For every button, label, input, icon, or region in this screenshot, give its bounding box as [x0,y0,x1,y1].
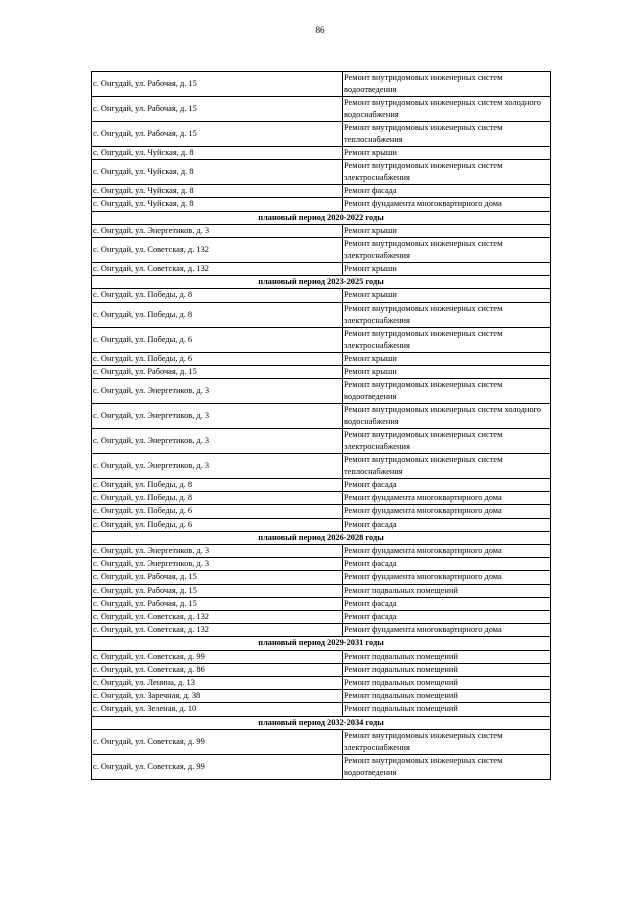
table-row [92,571,551,584]
table-row [92,185,551,198]
table-body [92,72,551,780]
table-row [92,302,551,327]
work-type-cell: Ремонт подвальных помещений [343,663,551,676]
section-title: плановый период 2026-2028 годы [92,531,551,544]
table-row [92,404,551,429]
work-type-cell: Ремонт фундамента многоквартирного дома [343,545,551,558]
work-type-cell: Ремонт внутридомовых инженерных систем холодного водоснабжения [343,97,551,122]
address-cell: с. Онгудай, ул. Энергетиков, д. 3 [92,429,343,454]
work-type-cell: Ремонт внутридомовых инженерных систем электроснабжения [343,429,551,454]
table-row [92,597,551,610]
work-type-cell: Ремонт внутридомовых инженерных систем холодного водоснабжения [343,404,551,429]
address-cell: с. Онгудай, ул. Советская, д. 99 [92,754,343,779]
work-type-cell: Ремонт фасада [343,611,551,624]
work-type-cell: Ремонт крыши [343,224,551,237]
work-type-cell: Ремонт внутридомовых инженерных систем электроснабжения [343,160,551,185]
table-row [92,238,551,263]
table-row [92,518,551,531]
address-cell: с. Онгудай, ул. Победы, д. 6 [92,505,343,518]
table-row [92,72,551,97]
work-type-cell: Ремонт крыши [343,263,551,276]
address-cell: с. Онгудай, ул. Победы, д. 6 [92,352,343,365]
work-type-cell: Ремонт фасада [343,558,551,571]
address-cell: с. Онгудай, ул. Рабочая, д. 15 [92,584,343,597]
table-row [92,650,551,663]
table-row [92,147,551,160]
section-title: плановый период 2029-2031 годы [92,637,551,650]
work-type-cell: Ремонт внутридомовых инженерных систем электроснабжения [343,729,551,754]
address-cell: с. Онгудай, ул. Советская, д. 132 [92,611,343,624]
address-cell: с. Онгудай, ул. Победы, д. 8 [92,302,343,327]
address-cell: с. Онгудай, ул. Зеленая, д. 10 [92,703,343,716]
address-cell: с. Онгудай, ул. Энергетиков, д. 3 [92,404,343,429]
table-row [92,365,551,378]
address-cell: с. Онгудай, ул. Рабочая, д. 15 [92,571,343,584]
work-type-cell: Ремонт фасада [343,479,551,492]
work-type-cell: Ремонт крыши [343,289,551,302]
address-cell: с. Онгудай, ул. Рабочая, д. 15 [92,97,343,122]
work-type-cell: Ремонт внутридомовых инженерных систем водоотведения [343,72,551,97]
section-header-row [92,276,551,289]
section-title: плановый период 2023-2025 годы [92,276,551,289]
table-row [92,677,551,690]
table-row [92,584,551,597]
address-cell: с. Онгудай, ул. Энергетиков, д. 3 [92,379,343,404]
table-row [92,479,551,492]
address-cell: с. Онгудай, ул. Победы, д. 8 [92,492,343,505]
address-cell: с. Онгудай, ул. Чуйская, д. 8 [92,185,343,198]
table-row [92,505,551,518]
table-row [92,198,551,211]
table-row [92,454,551,479]
table-row [92,429,551,454]
table-row [92,352,551,365]
work-type-cell: Ремонт подвальных помещений [343,690,551,703]
work-type-cell: Ремонт крыши [343,365,551,378]
table-row [92,624,551,637]
section-header-row [92,637,551,650]
address-cell: с. Онгудай, ул. Победы, д. 6 [92,518,343,531]
table-row [92,263,551,276]
work-type-cell: Ремонт подвальных помещений [343,584,551,597]
work-type-cell: Ремонт внутридомовых инженерных систем водоотведения [343,379,551,404]
address-cell: с. Онгудай, ул. Советская, д. 99 [92,650,343,663]
work-type-cell: Ремонт крыши [343,352,551,365]
table-row [92,703,551,716]
section-header-row [92,716,551,729]
work-type-cell: Ремонт фундамента многоквартирного дома [343,624,551,637]
section-title: плановый период 2032-2034 годы [92,716,551,729]
work-type-cell: Ремонт внутридомовых инженерных систем теплоснабжения [343,454,551,479]
work-type-cell: Ремонт внутридомовых инженерных систем электроснабжения [343,302,551,327]
work-type-cell: Ремонт фасада [343,597,551,610]
work-type-cell: Ремонт подвальных помещений [343,677,551,690]
work-type-cell: Ремонт фасада [343,185,551,198]
page-number: 86 [315,25,325,35]
address-cell: с. Онгудай, ул. Заречная, д. 38 [92,690,343,703]
table-row [92,545,551,558]
section-header-row [92,211,551,224]
address-cell: с. Онгудай, ул. Чуйская, д. 8 [92,147,343,160]
address-cell: с. Онгудай, ул. Советская, д. 132 [92,263,343,276]
table-row [92,690,551,703]
address-cell: с. Онгудай, ул. Советская, д. 132 [92,624,343,637]
table-row [92,379,551,404]
address-cell: с. Онгудай, ул. Рабочая, д. 15 [92,122,343,147]
table-row [92,97,551,122]
table-row [92,224,551,237]
section-title: плановый период 2020-2022 годы [92,211,551,224]
table-row [92,327,551,352]
address-cell: с. Онгудай, ул. Чуйская, д. 8 [92,198,343,211]
table-row [92,611,551,624]
table-row [92,663,551,676]
address-cell: с. Онгудай, ул. Энергетиков, д. 3 [92,454,343,479]
address-cell: с. Онгудай, ул. Чуйская, д. 8 [92,160,343,185]
address-cell: с. Онгудай, ул. Советская, д. 132 [92,238,343,263]
work-type-cell: Ремонт внутридомовых инженерных систем электроснабжения [343,238,551,263]
address-cell: с. Онгудай, ул. Энергетиков, д. 3 [92,545,343,558]
work-type-cell: Ремонт внутридомовых инженерных систем электроснабжения [343,327,551,352]
table-row [92,122,551,147]
work-type-cell: Ремонт фундамента многоквартирного дома [343,492,551,505]
table-row [92,754,551,779]
table-row [92,729,551,754]
address-cell: с. Онгудай, ул. Рабочая, д. 15 [92,72,343,97]
work-type-cell: Ремонт фасада [343,518,551,531]
work-type-cell: Ремонт подвальных помещений [343,703,551,716]
address-cell: с. Онгудай, ул. Рабочая, д. 15 [92,365,343,378]
address-cell: с. Онгудай, ул. Энергетиков, д. 3 [92,558,343,571]
work-type-cell: Ремонт внутридомовых инженерных систем теплоснабжения [343,122,551,147]
work-type-cell: Ремонт фундамента многоквартирного дома [343,198,551,211]
address-cell: с. Онгудай, ул. Победы, д. 8 [92,289,343,302]
work-type-cell: Ремонт фундамента многоквартирного дома [343,505,551,518]
address-cell: с. Онгудай, ул. Победы, д. 8 [92,479,343,492]
address-cell: с. Онгудай, ул. Советская, д. 99 [92,729,343,754]
repair-schedule-table [91,71,551,780]
table-row [92,160,551,185]
table-row [92,492,551,505]
table-row [92,289,551,302]
work-type-cell: Ремонт подвальных помещений [343,650,551,663]
address-cell: с. Онгудай, ул. Ленина, д. 13 [92,677,343,690]
address-cell: с. Онгудай, ул. Рабочая, д. 15 [92,597,343,610]
work-type-cell: Ремонт фундамента многоквартирного дома [343,571,551,584]
address-cell: с. Онгудай, ул. Победы, д. 6 [92,327,343,352]
work-type-cell: Ремонт крыши [343,147,551,160]
table-row [92,558,551,571]
address-cell: с. Онгудай, ул. Энергетиков, д. 3 [92,224,343,237]
address-cell: с. Онгудай, ул. Советская, д. 86 [92,663,343,676]
section-header-row [92,531,551,544]
work-type-cell: Ремонт внутридомовых инженерных систем водоотведения [343,754,551,779]
